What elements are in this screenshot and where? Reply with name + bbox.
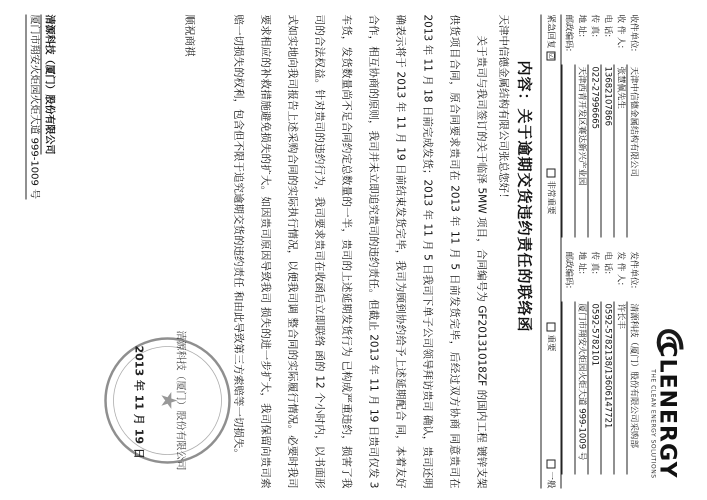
header-label: 收 件 人: — [615, 14, 625, 48]
header-label: 邮政编码: — [563, 14, 573, 51]
sender-person: 许长丰 — [613, 301, 626, 474]
urgent-label: 紧急回复 — [545, 14, 555, 49]
svg-text:★: ★ — [155, 390, 180, 410]
seal-company-name: 清源科技（厦门）股份有限公司 — [174, 330, 185, 470]
sender-postcode — [561, 301, 574, 474]
fax-header — [561, 14, 639, 488]
logo-name: CLENERGY — [654, 340, 679, 478]
checkbox-icon — [547, 322, 556, 331]
company-seal-icon — [97, 330, 237, 470]
priority-urgent — [545, 14, 557, 60]
recipient-company: 天津中信德金属结构有限公司 — [626, 64, 639, 237]
sender-fax: 0592-5782101 — [587, 301, 600, 474]
checkbox-icon — [547, 459, 556, 468]
normal-label: 一般 — [545, 470, 555, 488]
header-label: 地 址: — [576, 251, 586, 274]
priority-very-important — [545, 168, 557, 214]
recipient-address: 天津西青开发区赛达新兴产业园 — [574, 64, 587, 237]
priority-important — [545, 322, 557, 351]
recipient-phone: 13682107866 — [600, 64, 613, 237]
letter-body — [224, 14, 494, 488]
very-important-label: 非常重要 — [545, 179, 555, 214]
sender-phone: 0592-5782138/13606147721 — [600, 301, 613, 474]
important-label: 重要 — [545, 333, 555, 351]
letter-date: 2013 年 11 月 19 日 — [132, 345, 145, 459]
header-label: 收件单位: — [628, 14, 638, 51]
checked-box-icon: ☑ — [547, 52, 556, 59]
letter-subject: 内容：关于逾期交货违约责任的联络函 — [515, 60, 533, 333]
recipient-fax: 022-27996665 — [587, 64, 600, 237]
header-divider — [560, 14, 561, 488]
header-label: 电 话: — [602, 251, 612, 274]
letter-footer — [25, 14, 55, 488]
priority-normal — [545, 459, 557, 488]
checkbox-icon — [547, 168, 556, 177]
logo-tagline: THE CLEAN ENERGY SOLUTIONS — [649, 368, 656, 478]
letter-closing: 顺祝商祺 — [183, 14, 195, 56]
header-label: 发 件 人: — [615, 251, 625, 285]
footer-address: 厦门市翔安火炬园火炬大道 999-1009 号 — [25, 14, 40, 199]
header-label: 传 真: — [589, 14, 599, 37]
body-paragraph: 关于贵司与我司签订的关于临泽 5MW 项目，合同编号为 GF20131018ZF 的国内工程 镀锌支架供货项目合同，原合同要求贵司在 2013 年 11 月 5 日前发货完毕，后经过双方协商 同意贵司在 2013 年 11 月 18 日前完成发货；2013 年 11 月 5 日我司下单子公司领导拜访贵司 确认，贵司还明确表示将于 2013 年 11 月 19 日前结束发货完毕，我司为顾到协约给予上述延期配合 同，本着友好合作，相互协商的原则，我司并未立即追究贵司的违约责任。但截止 2013 年 11 月 19 日贵司仅发 3 车货，发货数量尚不足合同约定总数量的一半，贵司的上述延期发货行为 已构成严重违约，损害了我司的合法权益。针对贵司的违约行为，我司要求贵司在收函后立即联络 函的 12 个小时内，以书面形式如实地向我司报告上述采购合同的实际执行情况，以便我司调 整合同的实际履行情况。必要时我司要求相应的补救措施避免损失的扩大。如因贵司原因导致我司 损失的进一步扩大，我司保留向贵司索赔一切损失的权利，包含但不限于追究逾期交货的违约责任 和由此导致第三方索赔等一切损失。 — [232, 14, 487, 488]
clenergy-logo — [647, 318, 699, 478]
priority-divider — [540, 14, 541, 488]
header-label: 地 址: — [576, 14, 586, 37]
letter-greeting: 天津中信德金属结构有限公司张总您好！ — [497, 14, 509, 203]
recipient-postcode — [561, 64, 574, 237]
header-label: 发件单位: — [628, 251, 638, 288]
sender-company: 清源科技（厦门）股份有限公司采购部 — [626, 301, 639, 474]
footer-company: 清源科技（厦门）股份有限公司 — [40, 14, 55, 154]
sender-address: 厦门市翔安火炬园火炬大道 999-1009 号 — [574, 301, 587, 474]
header-label: 邮政编码: — [563, 251, 573, 288]
priority-options — [545, 14, 557, 488]
header-label: 传 真: — [589, 251, 599, 274]
recipient-person: 张慧佩先生 — [613, 64, 626, 237]
header-label: 电 话: — [602, 14, 612, 37]
